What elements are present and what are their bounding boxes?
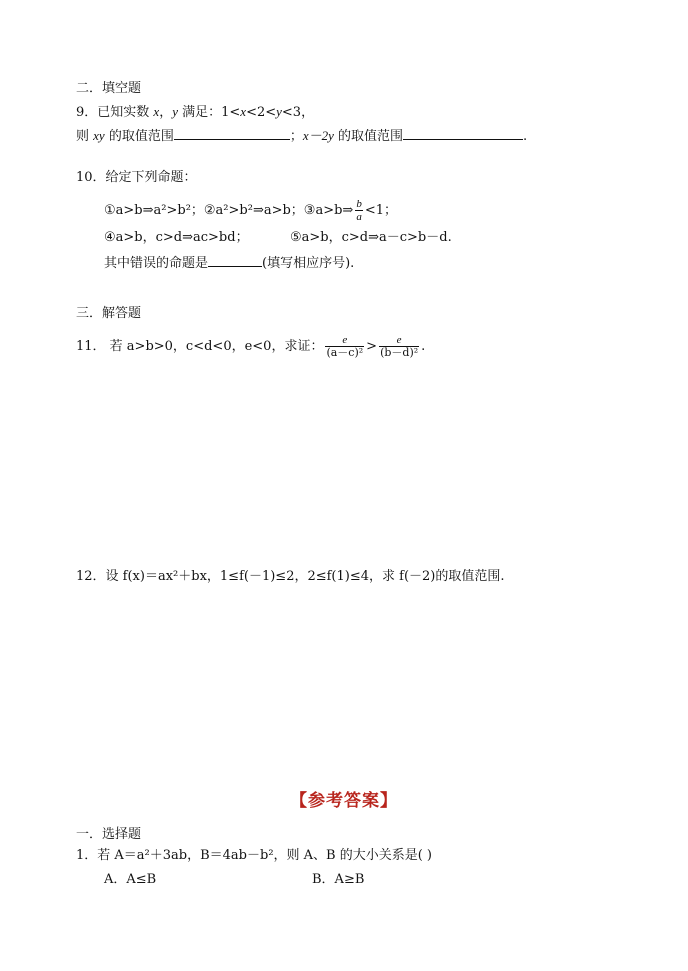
question-9-line-2: 则 xy 的取值范围 ；x－2y 的取值范围 . [76,128,528,144]
question-1: 1．若 A＝a²＋3ab，B＝4ab－b²，则 A、B 的大小关系是( ) [76,848,433,863]
question-12: 12．设 f(x)＝ax²＋bx，1≤f(－1)≤2，2≤f(1)≤4，求 f(－2)的取值范围. [76,569,505,584]
answer-section-title: 【参考答案】 [290,791,398,811]
question-9-line-1: 9．已知实数 x，y 满足：1<x<2<y<3， [76,104,315,120]
fraction-e-over-a-minus-c-sq: $\frac{e}{\text{(a－c)²}}$ [326,334,364,359]
question-11: 11． 若 a>b>0，c<d<0，e<0，求证： $\frac{e}{\text{(a－c)²}}$ > $\frac{e}{\text{(b－d)²}}$ . [76,334,426,359]
answer-blank-x-minus-2y[interactable] [403,127,523,140]
fraction-e-over-b-minus-d-sq: $\frac{e}{\text{(b－d)²}}$ [380,334,419,359]
section-choice-title: 一．选择题 [76,827,142,842]
fraction-b-over-a: $\frac{b}{a}$ [356,198,362,223]
option-a[interactable]: A．A≤B [104,872,157,887]
question-10-proposition-5: ⑤a>b，c>d⇒a－c>b－d. [290,230,452,245]
question-10-title: 10．给定下列命题： [76,170,197,185]
question-10-proposition-4: ④a>b，c>d⇒ac>bd； [104,230,249,245]
option-b[interactable]: B．A≥B [312,872,365,887]
question-10-ask: 其中错误的命题是 (填写相应序号). [104,256,355,271]
question-10-propositions-1-3: ①a>b⇒a²>b²；②a²>b²⇒a>b；③a>b⇒ $\frac{b}{a}$ <1； [104,198,397,223]
section-solve-title: 三．解答题 [76,306,142,321]
answer-blank-q10[interactable] [208,254,262,267]
section-fill-blank-title: 二．填空题 [76,81,142,96]
answer-blank-xy[interactable] [174,127,290,140]
